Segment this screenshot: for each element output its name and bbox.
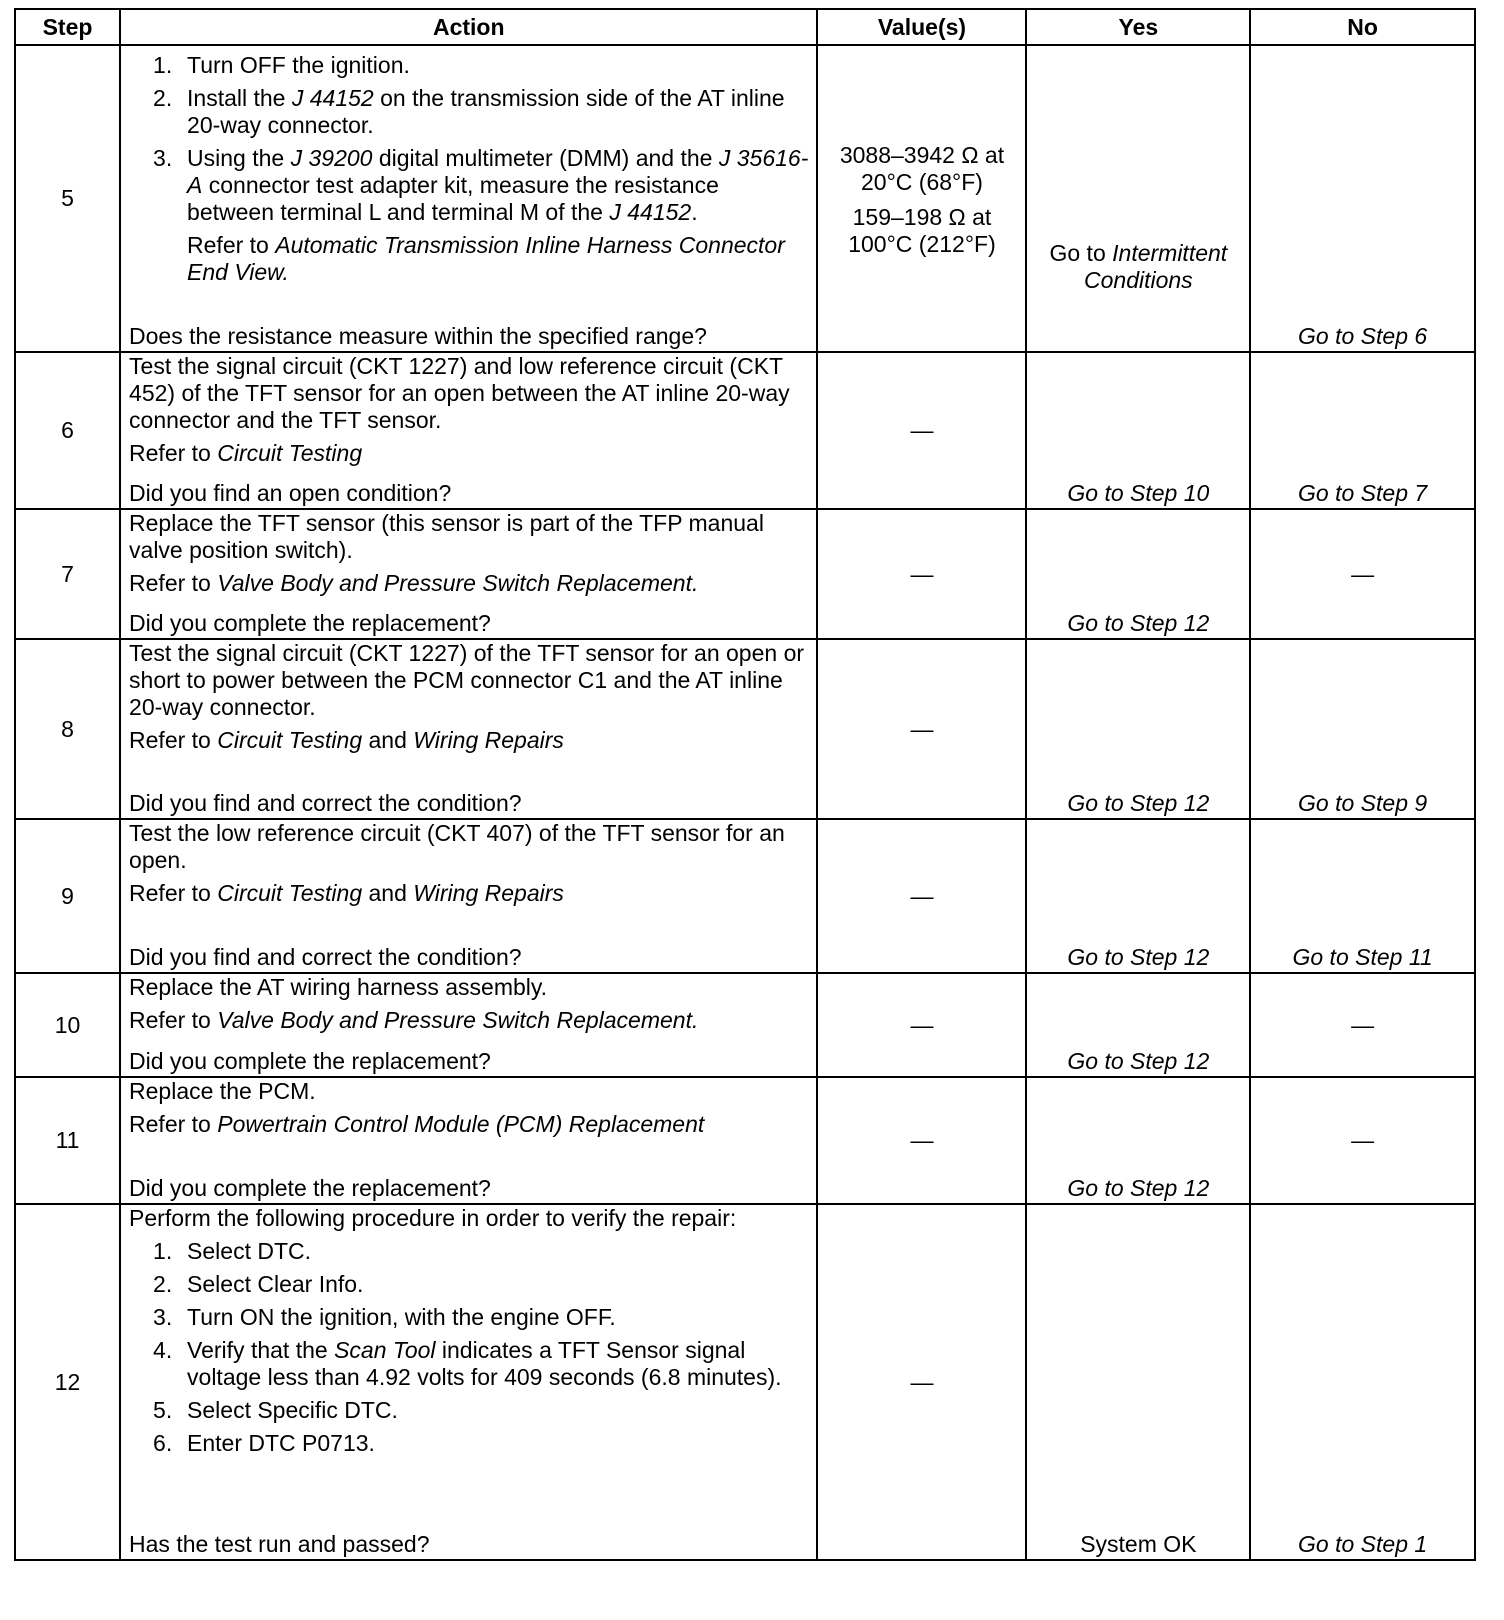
values-cell: — <box>817 639 1026 819</box>
action-text: Test the signal circuit (CKT 1227) and low reference circuit (CKT 452) of the TFT sensor for an open between the AT inline 20-way connector and the TFT sensor. <box>129 353 790 433</box>
no-cell <box>1250 639 1475 819</box>
action-cell <box>120 819 817 973</box>
list-item <box>129 145 808 226</box>
list-number: 3. <box>153 145 173 171</box>
refer-link[interactable]: Automatic Transmission Inline Harness Connector End View <box>187 232 785 285</box>
value-text: 159–198 Ω at 100°C (212°F) <box>848 204 996 257</box>
yes-link[interactable]: Intermittent Conditions <box>1084 240 1228 293</box>
no-cell: — <box>1250 509 1475 639</box>
values-cell: — <box>817 352 1026 509</box>
list-number: 1. <box>153 1238 173 1264</box>
refer-link[interactable]: Valve Body and Pressure Switch Replacement. <box>217 1007 699 1033</box>
yes-link[interactable]: Go to Step 12 <box>1067 944 1210 970</box>
header-row <box>15 9 1475 45</box>
text-segment: . <box>691 199 698 225</box>
refer-link[interactable]: Circuit Testing <box>217 727 363 753</box>
refer-conjunction: and <box>362 880 414 906</box>
list-item <box>129 1238 808 1265</box>
table-row-step-8 <box>15 639 1475 819</box>
refer-link[interactable]: Valve Body and Pressure Switch Replacement. <box>217 570 699 596</box>
action-cell <box>120 1204 817 1560</box>
list-text: Turn OFF the ignition. <box>187 52 410 78</box>
no-link[interactable]: Go to Step 11 <box>1292 944 1433 970</box>
action-cell <box>120 1077 817 1204</box>
list-text: Turn ON the ignition, with the engine OFF. <box>187 1304 616 1330</box>
list-number: 3. <box>153 1304 173 1330</box>
question-text: Did you complete the replacement? <box>129 1175 491 1201</box>
action-cell <box>120 973 817 1077</box>
list-item <box>129 1430 808 1457</box>
refer-link[interactable]: Powertrain Control Module (PCM) Replacement <box>217 1111 705 1137</box>
yes-prefix: Go to <box>1049 240 1113 266</box>
step-number: 9 <box>15 819 120 973</box>
values-cell: — <box>817 1077 1026 1204</box>
no-link[interactable]: Go to Step 6 <box>1298 323 1428 349</box>
values-cell <box>817 45 1026 352</box>
values-cell: — <box>817 819 1026 973</box>
yes-cell <box>1026 819 1250 973</box>
yes-result: System OK <box>1080 1531 1197 1557</box>
refer-link[interactable]: Wiring Repairs <box>413 880 564 906</box>
text-segment: connector test adapter kit, measure the resistance between terminal L and terminal M of the <box>187 172 719 225</box>
list-number: 6. <box>153 1430 173 1456</box>
yes-link[interactable]: Go to Step 12 <box>1067 1048 1210 1074</box>
list-number: 2. <box>153 85 173 111</box>
refer-line <box>129 1111 808 1138</box>
question-text: Has the test run and passed? <box>129 1531 430 1557</box>
list-item <box>129 85 808 139</box>
values-cell: — <box>817 973 1026 1077</box>
list-number: 5. <box>153 1397 173 1423</box>
header-values: Value(s) <box>817 9 1026 45</box>
question-text: Did you complete the replacement? <box>129 1048 491 1074</box>
no-cell <box>1250 1204 1475 1560</box>
list-text: Select DTC. <box>187 1238 312 1264</box>
table-row-step-9 <box>15 819 1475 973</box>
refer-prefix: Refer to <box>129 727 218 753</box>
table-row-step-12 <box>15 1204 1475 1560</box>
refer-line <box>129 440 808 467</box>
yes-link[interactable]: Go to Step 10 <box>1067 480 1210 506</box>
header-step: Step <box>15 9 120 45</box>
refer-line <box>129 1007 808 1034</box>
step-number: 10 <box>15 973 120 1077</box>
yes-cell <box>1026 973 1250 1077</box>
table-row-step-10 <box>15 973 1475 1077</box>
list-item <box>129 1304 808 1331</box>
refer-prefix: Refer to <box>129 440 218 466</box>
list-text <box>187 145 808 226</box>
text-segment: Install the <box>187 85 292 111</box>
refer-prefix: Refer to <box>129 1111 218 1137</box>
table-row-step-11 <box>15 1077 1475 1204</box>
list-text: Select Clear Info. <box>187 1271 364 1297</box>
yes-cell <box>1026 45 1250 352</box>
step-number: 12 <box>15 1204 120 1560</box>
no-cell <box>1250 45 1475 352</box>
no-cell: — <box>1250 1077 1475 1204</box>
header-action: Action <box>120 9 817 45</box>
refer-line <box>129 880 808 907</box>
tool-reference: J 35616-A <box>187 145 809 198</box>
tool-reference: Scan Tool <box>334 1337 436 1363</box>
yes-cell <box>1026 1204 1250 1560</box>
tool-reference: J 39200 <box>290 145 373 171</box>
no-cell: — <box>1250 973 1475 1077</box>
action-cell <box>120 509 817 639</box>
no-link[interactable]: Go to Step 9 <box>1298 790 1428 816</box>
question-text: Did you find and correct the condition? <box>129 944 522 970</box>
refer-line <box>129 727 808 754</box>
yes-link[interactable]: Go to Step 12 <box>1067 1175 1210 1201</box>
action-text: Test the signal circuit (CKT 1227) of the TFT sensor for an open or short to power between the PCM connector C1 and the AT inline 20-way connector. <box>129 640 805 720</box>
text-segment: indicates a TFT Sensor signal voltage less than 4.92 volts for 409 seconds (6.8 minutes). <box>187 1337 782 1390</box>
refer-prefix: Refer to <box>187 232 276 258</box>
action-cell <box>120 45 817 352</box>
list-text: Enter DTC P0713. <box>187 1430 375 1456</box>
list-item <box>129 1337 808 1391</box>
values-cell: — <box>817 509 1026 639</box>
action-cell <box>120 352 817 509</box>
list-number: 1. <box>153 52 173 78</box>
table-row-step-6 <box>15 352 1475 509</box>
list-item <box>129 1271 808 1298</box>
value-text: 3088–3942 Ω at 20°C (68°F) <box>839 142 1005 195</box>
action-text: Test the low reference circuit (CKT 407) of the TFT sensor for an open. <box>129 820 785 873</box>
question-text: Did you complete the replacement? <box>129 610 491 636</box>
refer-prefix: Refer to <box>129 570 218 596</box>
list-text <box>187 85 808 139</box>
table-row-step-5 <box>15 45 1475 352</box>
step-number: 8 <box>15 639 120 819</box>
action-text: Replace the AT wiring harness assembly. <box>129 974 548 1000</box>
text-segment: Using the <box>187 145 291 171</box>
refer-link[interactable]: Circuit Testing <box>217 880 363 906</box>
step-number: 6 <box>15 352 120 509</box>
header-no: No <box>1250 9 1475 45</box>
tool-reference: J 44152 <box>291 85 374 111</box>
values-cell: — <box>817 1204 1026 1560</box>
question-text: Did you find and correct the condition? <box>129 790 522 816</box>
refer-conjunction: and <box>362 727 414 753</box>
list-text <box>187 1337 808 1391</box>
refer-link[interactable]: Circuit Testing <box>217 440 363 466</box>
no-cell <box>1250 819 1475 973</box>
text-segment: Verify that the <box>187 1337 335 1363</box>
no-link[interactable]: Go to Step 1 <box>1298 1531 1428 1557</box>
yes-link[interactable]: Go to Step 12 <box>1067 610 1210 636</box>
question-text: Does the resistance measure within the specified range? <box>129 323 707 349</box>
yes-cell <box>1026 509 1250 639</box>
list-text: Select Specific DTC. <box>187 1397 398 1423</box>
question-text: Did you find an open condition? <box>129 480 452 506</box>
refer-suffix: . <box>282 259 289 285</box>
action-text: Replace the TFT sensor (this sensor is part of the TFP manual valve position switch). <box>129 510 764 563</box>
header-yes: Yes <box>1026 9 1250 45</box>
diagnostic-table <box>14 8 1476 1561</box>
refer-prefix: Refer to <box>129 1007 218 1033</box>
step-number: 7 <box>15 509 120 639</box>
step-number: 11 <box>15 1077 120 1204</box>
refer-link[interactable]: Wiring Repairs <box>413 727 564 753</box>
no-link[interactable]: Go to Step 7 <box>1298 480 1428 506</box>
action-text: Perform the following procedure in order to verify the repair: <box>129 1205 737 1231</box>
action-cell <box>120 639 817 819</box>
no-cell <box>1250 352 1475 509</box>
step-number: 5 <box>15 45 120 352</box>
refer-line <box>129 232 808 286</box>
refer-prefix: Refer to <box>129 880 218 906</box>
action-text: Replace the PCM. <box>129 1078 316 1104</box>
yes-link[interactable]: Go to Step 12 <box>1067 790 1210 816</box>
list-item <box>129 1397 808 1424</box>
yes-cell <box>1026 352 1250 509</box>
list-item <box>129 52 808 79</box>
yes-cell <box>1026 639 1250 819</box>
refer-line <box>129 570 808 597</box>
text-segment: digital multimeter (DMM) and the <box>372 145 719 171</box>
list-number: 2. <box>153 1271 173 1297</box>
list-number: 4. <box>153 1337 173 1363</box>
text-segment: on the transmission side of the AT inline 20-way connector. <box>187 85 785 138</box>
yes-cell <box>1026 1077 1250 1204</box>
tool-reference: J 44152 <box>609 199 692 225</box>
table-row-step-7 <box>15 509 1475 639</box>
